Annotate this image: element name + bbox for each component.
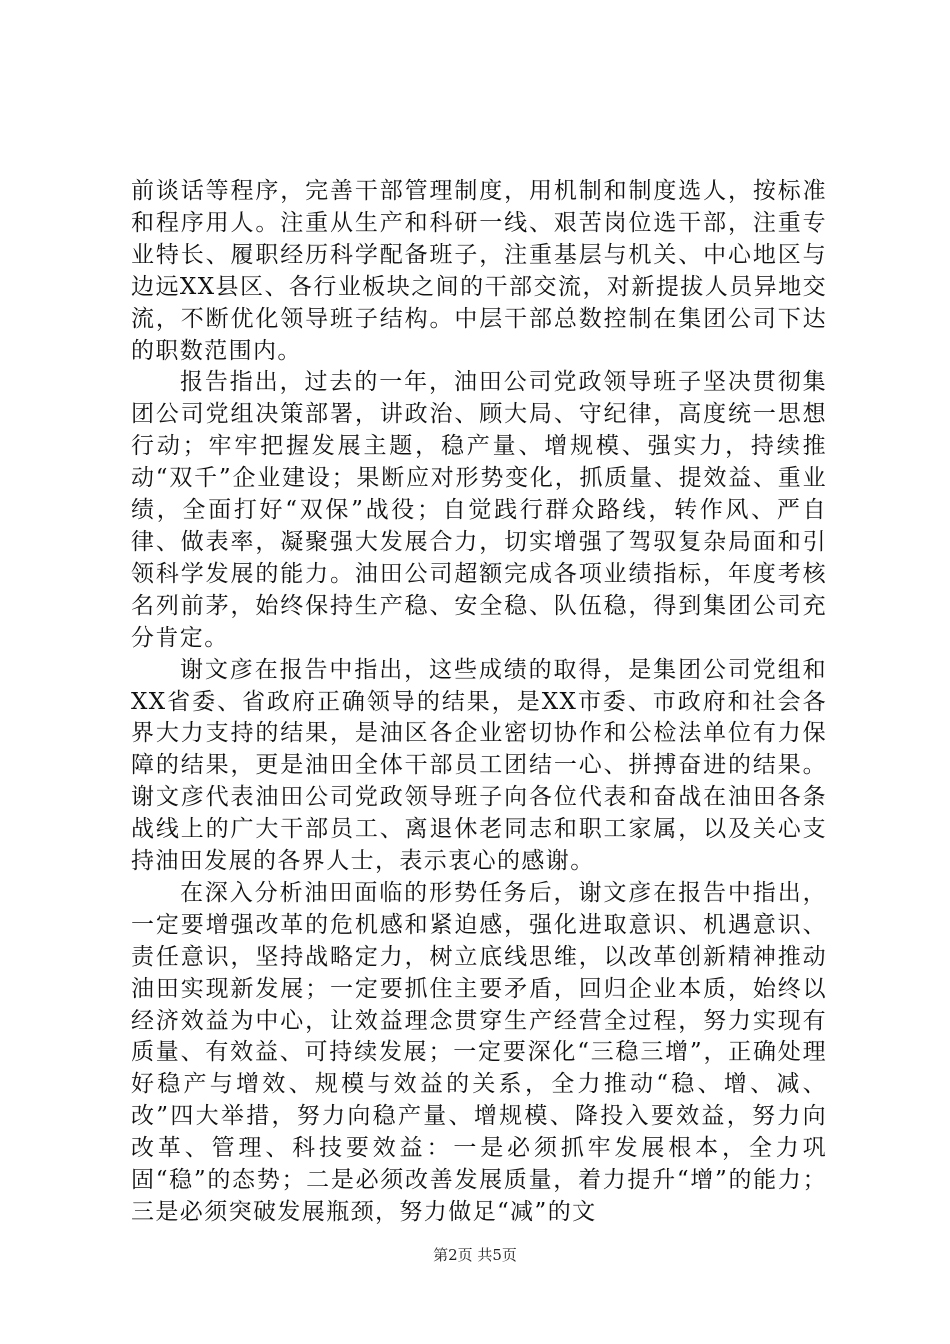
- paragraph-continuation: 前谈话等程序，完善干部管理制度，用机制和制度选人，按标准和程序用人。注重从生产和科研一线、艰苦岗位选干部，注重专业特长、履职经历科学配备班子，注重基层与机关、中心地区与边远XX县区、各行业板块之间的干部交流，对新提拔人员异地交流，不断优化领导班子结构。中层干部总数控制在集团公司下达的职数范围内。: [131, 178, 827, 364]
- page-number-footer: 第2页 共5页: [433, 1246, 517, 1264]
- paragraph-acknowledgement: 谢文彦在报告中指出，这些成绩的取得，是集团公司党组和XX省委、省政府正确领导的结果，是XX市委、市政府和社会各界大力支持的结果，是油区各企业密切协作和公检法单位有力保障的结果，更是油田全体干部员工团结一心、拼搏奋进的结果。谢文彦代表油田公司党政领导班子向各位代表和奋战在油田各条战线上的广大干部员工、离退休老同志和职工家属，以及关心支持油田发展的各界人士，表示衷心的感谢。: [131, 656, 827, 875]
- document-body: [131, 176, 827, 1229]
- paragraph-situation-analysis: 在深入分析油田面临的形势任务后，谢文彦在报告中指出，一定要增强改革的危机感和紧迫感，强化进取意识、机遇意识、责任意识，坚持战略定力，树立底线思维，以改革创新精神推动油田实现新发展；一定要抓住主要矛盾，回归企业本质，始终以经济效益为中心，让效益理念贯穿生产经营全过程，努力实现有质量、有效益、可持续发展；一定要深化“三稳三增”，正确处理好稳产与增效、规模与效益的关系，全力推动“稳、增、减、改”四大举措，努力向稳产量、增规模、降投入要效益，努力向改革、管理、科技要效益：一是必须抓牢发展根本，全力巩固“稳”的态势；二是必须改善发展质量，着力提升“增”的能力；三是必须突破发展瓶颈，努力做足“减”的文: [131, 879, 827, 1225]
- paragraph-report-summary: 报告指出，过去的一年，油田公司党政领导班子坚决贯彻集团公司党组决策部署，讲政治、顾大局、守纪律，高度统一思想行动；牢牢把握发展主题，稳产量、增规模、强实力，持续推动“双千”企业建设；果断应对形势变化，抓质量、提效益、重业绩，全面打好“双保”战役；自觉践行群众路线，转作风、严自律、做表率，凝聚强大发展合力，切实增强了驾驭复杂局面和引领科学发展的能力。油田公司超额完成各项业绩指标，年度考核名列前茅，始终保持生产稳、安全稳、队伍稳，得到集团公司充分肯定。: [131, 369, 827, 651]
